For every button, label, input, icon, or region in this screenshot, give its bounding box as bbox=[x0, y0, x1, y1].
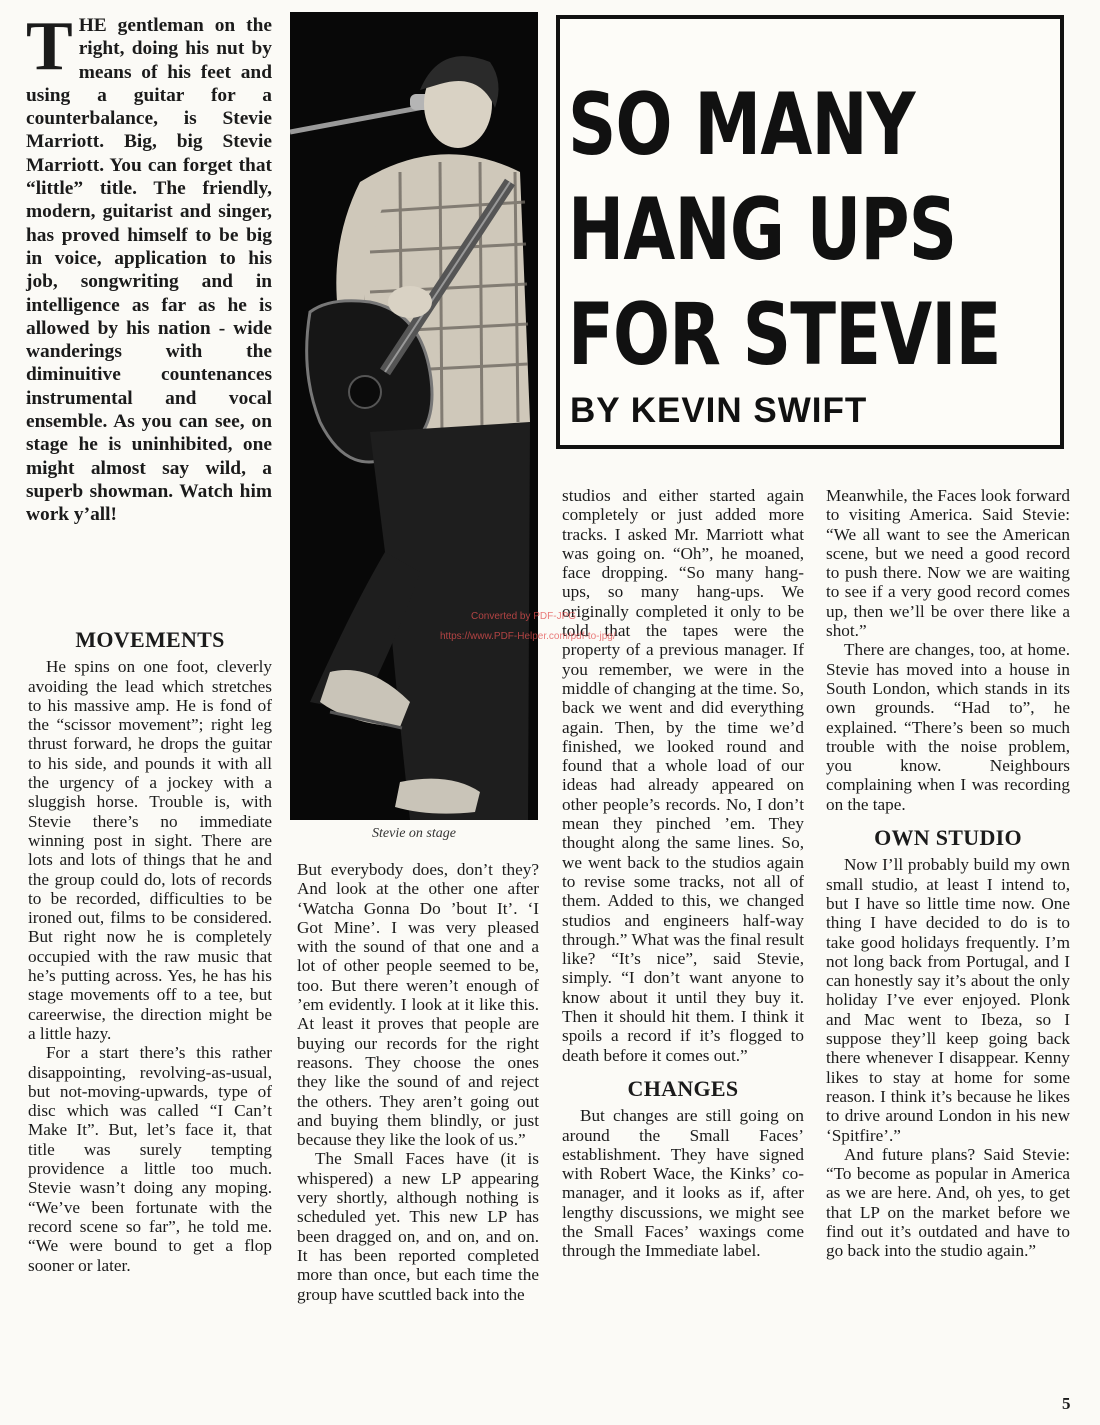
section-heading-own-studio: OWN STUDIO bbox=[874, 825, 1022, 851]
section-heading-movements: MOVEMENTS bbox=[75, 627, 225, 652]
column-3-paragraph-2: But changes are still going on around the Small Faces’ establishment. They have signed with Robert Wace, the Kinks’ co-manager, and it looks as if, after lengthy discussions, we might see the Small Faces’ waxings come through the Immediate label. bbox=[562, 1106, 804, 1261]
column-3-paragraph-1: studios and either started again completely or just added more tracks. I asked Mr. Marriott what was going on. “Oh”, he moaned, face dropping. “So many hang-ups, so many hang-ups. We originally completed it only to be told that the tapes were the property of a previous manager. If you remember, we were in the middle of changing at the time. So, back we went and did everything again. Then, by the time we’d finished, we looked round and found that a whole load of our ideas had already appeared on other people’s records. No, I don’t mean they pinched ’em. They thought along the same lines. So, we went back to the studios again to revise some tracks, not all of them. Added to this, we changed studios and engineers half-way through.” What was the final result like? “It’s nice”, said Stevie, simply. “I don’t want anyone to know about it until they buy it. Then it should hit them. I think it spoils a record if it’s flogged to death before it comes out.” bbox=[562, 486, 804, 1065]
headline-line-1: SO MANY bbox=[568, 75, 915, 175]
photo-caption: Stevie on stage bbox=[372, 826, 456, 841]
lead-text: HE gentleman on the right, doing his nut by means of his feet and using a guitar for a counterbalance, is Stevie Marriott. Big, big Stevie Marriott. You can forget that “little” title. The friendly, modern, guitarist and singer, has proved himself to be big in voice, application to his job, songwriting and in intelligence as far as he is allowed by his nation - wide wanderings with the diminuitive countenances instrumental and vocal ensemble. As you can see, on stage he is uninhibited, one might almost say wild, a superb showman. Watch him work y’all! bbox=[26, 15, 272, 526]
column-4-paragraph-2: There are changes, too, at home. Stevie has moved into a house in South London, which stands in its own grounds. “Had to”, he explained. “There’s been so much trouble with the noise problem, you know. Neighbours complaining when I was recording on the tape. bbox=[826, 640, 1070, 814]
watermark-line-2: https://www.PDF-Helper.com/pdf-to-jpg/ bbox=[440, 631, 616, 642]
column-4-paragraph-3: Now I’ll probably build my own small studio, at least I intend to, but I have so little time now. One thing I have decided to do is to take good holidays frequently. I’m not long back from Portugal, and I can honestly say it’s about the only holiday I’ve ever enjoyed. Plonk and Mac went to Ibeza, so I suppose they’ll keep going back there whenever I disappear. Kenny likes to stay at home for some reason. I think it’s because he likes to drive around London in his new ‘Spitfire’.” bbox=[826, 855, 1070, 1145]
column-2-paragraph-1: But everybody does, don’t they? And look at the other one after ‘Watcha Gonna Do ’bout It’. ‘I Got Mine’. I was very pleased with the sound of that one and a lot of other people seemed to be, too. But there weren’t enough of ’em evidently. I look at it like this. At least it proves that people are buying our records for the right reasons. They choose the ones they like the sound of and reject the others. They aren’t going out and buying them blindly, or just because they like the look of us.” bbox=[297, 860, 539, 1150]
column-3 bbox=[562, 486, 804, 1261]
column-4-paragraph-1: Meanwhile, the Faces look forward to visiting America. Said Stevie: “We all want to see the American scene, but we need a good record to push there. Now we are waiting to see if a very good record comes up, then we’ll be over there like a shot.” bbox=[826, 486, 1070, 641]
headline-box bbox=[556, 15, 1064, 449]
column-4-paragraph-4: And future plans? Said Stevie: “To become as popular in America as we are here. And, oh yes, to get that LP on the market before we find out it’s outdated and have to go back into the studio again.” bbox=[826, 1144, 1070, 1261]
column-2-paragraph-2: The Small Faces have (it is whispered) a new LP appearing very shortly, although nothing is scheduled yet. This new LP has been dragged on, and on, and on. It has been reported completed more than once, but each time the group have scuttled back into the bbox=[297, 1149, 539, 1304]
column-1-paragraph-1: He spins on one foot, cleverly avoiding the lead which stretches to his massive amp. He is fond of the “scissor movement”; right leg thrust forward, he drops the guitar to his side, and pounds it with all the urgency of a jockey with a sluggish horse. Trouble is, with Stevie there’s no immediate winning post in sight. There are lots and lots of things that he and the group could do, lots of records to be recorded, difficulties to be ironed out, films to be considered. But right now he is completely occupied with the raw music that he’s putting across. Yes, he has his stage movements off to a tee, but careerwise, the direction might be a little hazy. bbox=[28, 657, 272, 1043]
column-1-paragraph-2: For a start there’s this rather disappointing, revolving-as-usual, but not-moving-upwards, type of disc which was called “I Can’t Make It”. But, let’s face it, that title was surely tempting providence a little too much. Stevie wasn’t doing any moping. “We’ve been fortunate with the record scene so far”, he told me. “We were bound to get a flop sooner or later. bbox=[28, 1043, 272, 1275]
stage-photo bbox=[290, 12, 538, 820]
headline bbox=[568, 73, 1001, 388]
column-1 bbox=[28, 627, 272, 1275]
page-number: 5 bbox=[1062, 1394, 1071, 1413]
headline-line-3: FOR STEVIE bbox=[568, 285, 1001, 385]
column-2 bbox=[297, 860, 539, 1304]
drop-cap: T bbox=[26, 8, 73, 85]
watermark-line-1: Converted by PDF-JPG bbox=[471, 611, 577, 622]
stage-photo-illustration bbox=[290, 12, 538, 820]
section-heading-changes: CHANGES bbox=[627, 1075, 739, 1101]
headline-line-2: HANG UPS bbox=[568, 180, 957, 280]
lead-paragraph bbox=[26, 8, 272, 527]
byline: BY KEVIN SWIFT bbox=[570, 391, 868, 430]
column-4 bbox=[826, 486, 1070, 1261]
